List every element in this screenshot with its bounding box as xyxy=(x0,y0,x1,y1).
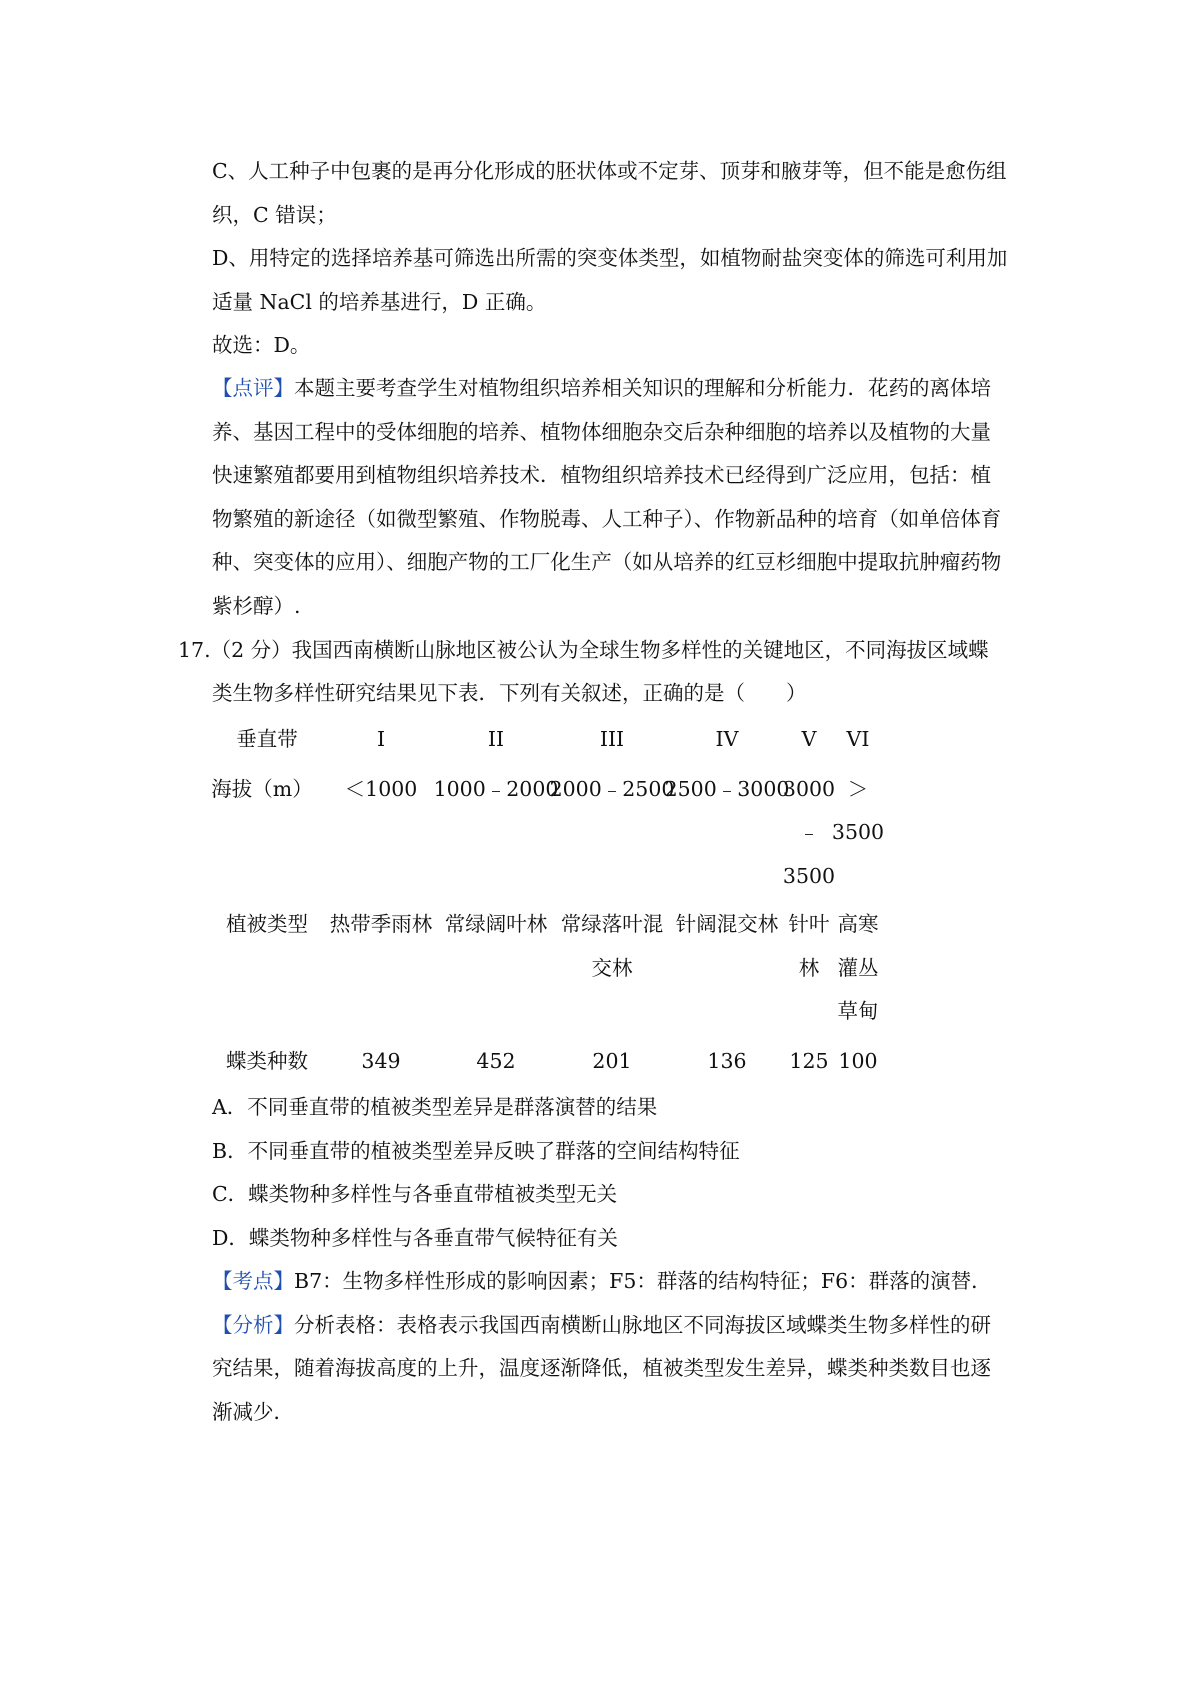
option-c: C．蝶类物种多样性与各垂直带植被类型无关 xyxy=(212,1182,618,1206)
comment-line: 种、突变体的应用）、细胞产物的工厂化生产（如从培养的红豆杉细胞中提取抗肿瘤药物 xyxy=(212,550,1002,574)
table-cell: 常绿落叶混 xyxy=(560,912,664,936)
table-cell: 136 xyxy=(707,1049,747,1073)
table-row-label: 蝶类种数 xyxy=(226,1049,308,1073)
table-cell: 热带季雨林 xyxy=(329,912,433,936)
table-cell: 100 xyxy=(838,1049,878,1073)
option-d: D．蝶类物种多样性与各垂直带气候特征有关 xyxy=(212,1226,618,1250)
option-a: A．不同垂直带的植被类型差异是群落演替的结果 xyxy=(212,1095,658,1119)
table-header-cell: III xyxy=(599,727,625,751)
table-cell: 3500 xyxy=(782,864,836,888)
question-number: 17. xyxy=(178,638,211,662)
table-cell: 常绿阔叶林 xyxy=(444,912,548,936)
kaodian-text: B7：生物多样性形成的影响因素；F5：群落的结构特征；F6：群落的演替． xyxy=(294,1269,992,1293)
table-cell: 灌丛 xyxy=(837,956,879,980)
comment-line: 物繁殖的新途径（如微型繁殖、作物脱毒、人工种子）、作物新品种的培育（如单倍体育 xyxy=(212,507,1002,531)
comment-text: 本题主要考查学生对植物组织培养相关知识的理解和分析能力．花药的离体培 xyxy=(294,376,991,400)
table-header-cell: I xyxy=(376,727,386,751)
table-cell: ＜1000 xyxy=(344,777,418,801)
table-header-cell: V xyxy=(801,727,817,751)
comment-tag: 【点评】 xyxy=(212,376,294,400)
table-row-label: 植被类型 xyxy=(226,912,308,936)
prev-line: C、人工种子中包裹的是再分化形成的胚状体或不定芽、顶芽和腋芽等，但不能是愈伤组 xyxy=(212,159,1007,183)
prev-line: D、用特定的选择培养基可筛选出所需的突变体类型，如植物耐盐突变体的筛选可利用加 xyxy=(212,246,1008,270)
fenxi-tag: 【分析】 xyxy=(212,1313,294,1337)
table-cell: 2500﹣3000 xyxy=(664,777,790,801)
comment-first-line xyxy=(212,374,991,402)
table-cell: 349 xyxy=(361,1049,401,1073)
table-cell: 针叶 xyxy=(788,912,830,936)
kaodian-line xyxy=(212,1267,992,1295)
kaodian-tag: 【考点】 xyxy=(212,1269,294,1293)
fenxi-line: 究结果，随着海拔高度的上升，温度逐渐降低，植被类型发生差异，蝶类种类数目也逐 xyxy=(212,1356,991,1380)
comment-line: 养、基因工程中的受体细胞的培养、植物体细胞杂交后杂种细胞的培养以及植物的大量 xyxy=(212,420,991,444)
answer-line: 故选：D。 xyxy=(212,333,311,357)
table-cell: ＞ xyxy=(847,777,869,801)
table-cell: ﹣ xyxy=(798,820,820,844)
fenxi-first-line xyxy=(212,1311,991,1339)
question-stem: （2 分）我国西南横断山脉地区被公认为全球生物多样性的关键地区，不同海拔区域蝶 xyxy=(210,638,989,662)
question-17-line xyxy=(178,636,989,664)
prev-line: 织，C 错误； xyxy=(212,203,337,227)
table-header-cell: 垂直带 xyxy=(236,727,298,751)
comment-line: 紫杉醇）. xyxy=(212,594,301,618)
table-cell: 3000 xyxy=(782,777,836,801)
table-cell: 高寒 xyxy=(837,912,879,936)
table-row-label: 海拔（m） xyxy=(211,777,313,801)
table-header-cell: IV xyxy=(715,727,739,751)
option-b: B．不同垂直带的植被类型差异反映了群落的空间结构特征 xyxy=(212,1139,740,1163)
table-header-cell: VI xyxy=(846,727,870,751)
table-cell: 针阔混交林 xyxy=(675,912,779,936)
fenxi-text: 分析表格：表格表示我国西南横断山脉地区不同海拔区域蝶类生物多样性的研 xyxy=(294,1313,991,1337)
table-cell: 草甸 xyxy=(837,999,879,1023)
table-cell: 201 xyxy=(592,1049,632,1073)
table-header-cell: II xyxy=(487,727,505,751)
table-cell: 交林 xyxy=(591,956,633,980)
table-cell: 3500 xyxy=(831,820,885,844)
table-cell: 125 xyxy=(789,1049,829,1073)
table-cell: 1000﹣2000 xyxy=(433,777,559,801)
fenxi-line: 渐减少． xyxy=(212,1400,294,1424)
prev-line: 适量 NaCl 的培养基进行，D 正确。 xyxy=(212,290,547,314)
question-stem-line: 类生物多样性研究结果见下表．下列有关叙述，正确的是（ ） xyxy=(212,681,807,705)
table-cell: 林 xyxy=(798,956,820,980)
comment-line: 快速繁殖都要用到植物组织培养技术．植物组织培养技术已经得到广泛应用，包括：植 xyxy=(212,463,991,487)
table-cell: 2000﹣2500 xyxy=(549,777,675,801)
table-cell: 452 xyxy=(476,1049,516,1073)
